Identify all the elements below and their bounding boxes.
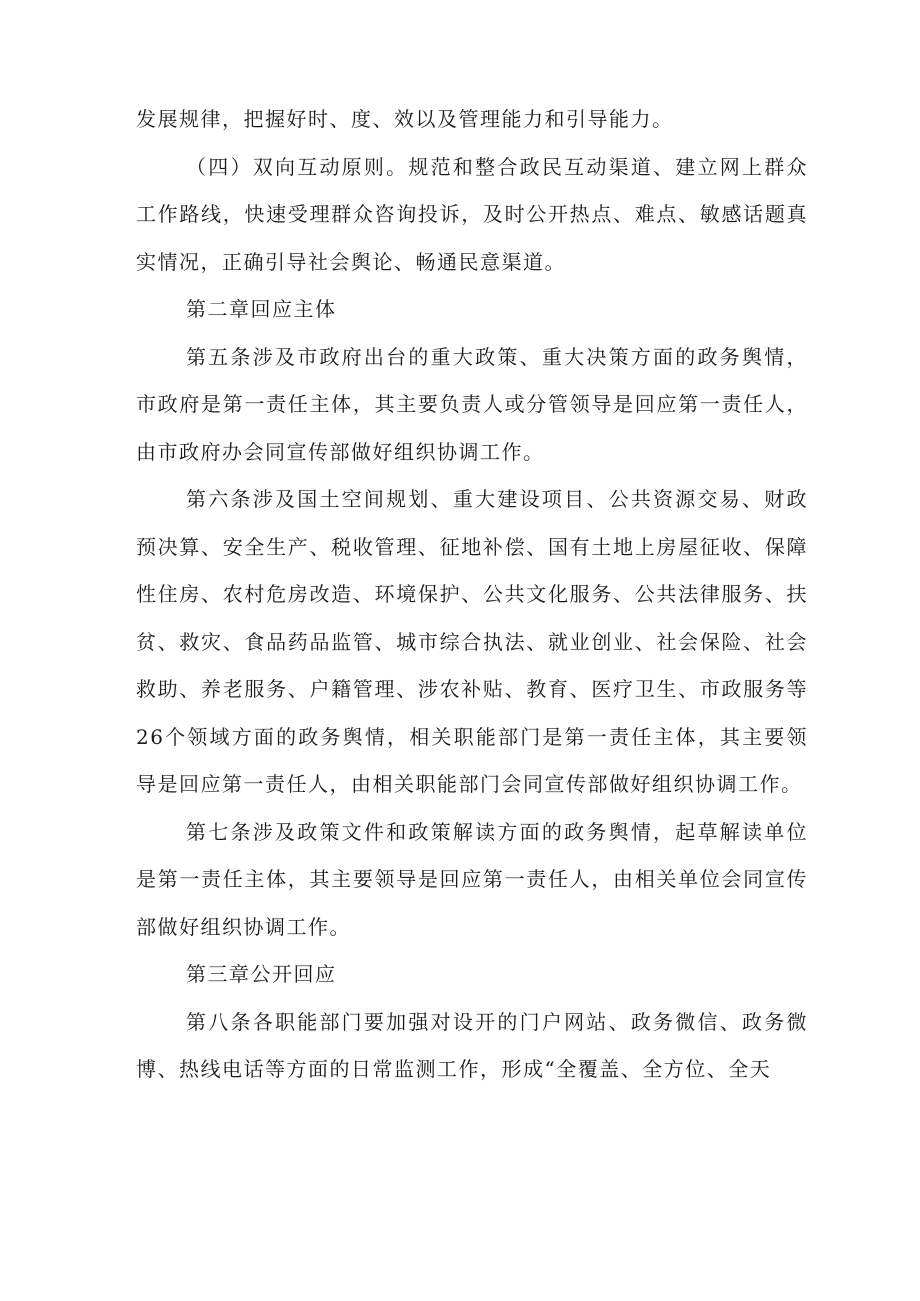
paragraph-article-5: 第五条涉及市政府出台的重大政策、重大决策方面的政务舆情，市政府是第一责任主体，其主要负责人或分管领导是回应第一责任人，由市政府办会同宣传部做好组织协调工作。 bbox=[136, 344, 808, 464]
chapter-heading-response-subject: 第二章回应主体 bbox=[186, 297, 337, 321]
paragraph-article-8: 第八条各职能部门要加强对设开的门户网站、政务微信、政务微博、热线电话等方面的日常监测工作，形成“全覆盖、全方位、全天 bbox=[136, 1009, 808, 1081]
paragraph-two-way-interaction: （四）双向互动原则。规范和整合政民互动渠道、建立网上群众工作路线，快速受理群众咨询投诉，及时公开热点、难点、敏感话题真实情况，正确引导社会舆论、畅通民意渠道。 bbox=[136, 154, 808, 274]
document-body bbox=[136, 96, 808, 1094]
paragraph-article-7: 第七条涉及政策文件和政策解读方面的政务舆情，起草解读单位是第一责任主体，其主要领导是回应第一责任人，由相关单位会同宣传部做好组织协调工作。 bbox=[136, 819, 808, 939]
chapter-heading-public-response: 第三章公开回应 bbox=[186, 962, 337, 986]
paragraph-article-6: 第六条涉及国土空间规划、重大建设项目、公共资源交易、财政预决算、安全生产、税收管理、征地补偿、国有土地上房屋征收、保障性住房、农村危房改造、环境保护、公共文化服务、公共法律服务、扶贫、救灾、食品药品监管、城市综合执法、就业创业、社会保险、社会救助、养老服务、户籍管理、涉农补贴、教育、医疗卫生、市政服务等26个领域方面的政务舆情，相关职能部门是第一责任主体，其主要领导是回应第一责任人，由相关职能部门会同宣传部做好组织协调工作。 bbox=[136, 487, 808, 796]
paragraph-development-rules: 发展规律，把握好时、度、效以及管理能力和引导能力。 bbox=[136, 107, 674, 131]
